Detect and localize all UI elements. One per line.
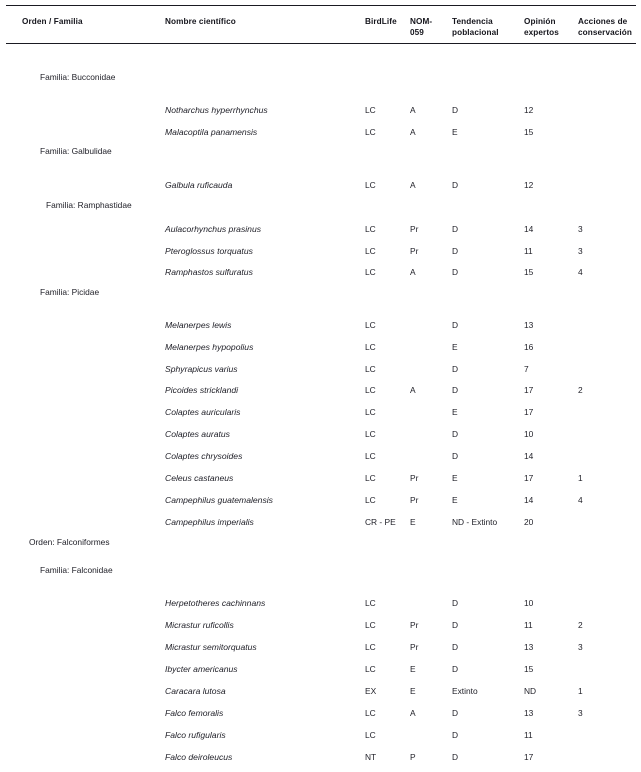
cell-opinion: 13 (524, 642, 534, 652)
cell-tendencia: D (452, 105, 459, 115)
cell-nom059: A (410, 708, 416, 718)
cell-birdlife: LC (365, 451, 376, 461)
cell-tendencia: D (452, 730, 459, 740)
cell-opinion: 11 (524, 246, 533, 256)
cell-acciones: 3 (578, 246, 583, 256)
cell-tendencia: Extinto (452, 686, 478, 696)
column-header-line: Tendencia (452, 17, 493, 26)
cell-nom059: A (410, 180, 416, 190)
column-header-line: poblacional (452, 28, 499, 37)
cell-nom059: E (410, 686, 416, 696)
cell-opinion: 12 (524, 180, 534, 190)
column-header-line: expertos (524, 28, 559, 37)
species-scientific-name: Micrastur semitorquatus (165, 642, 257, 652)
species-scientific-name: Aulacorhynchus prasinus (165, 224, 262, 234)
cell-nom059: E (410, 664, 416, 674)
cell-nom059: A (410, 105, 416, 115)
species-scientific-name: Herpetotheres cachinnans (165, 598, 266, 608)
column-header-line: Opinión (524, 17, 556, 26)
species-scientific-name: Picoides stricklandi (165, 385, 239, 395)
cell-acciones: 1 (578, 686, 583, 696)
cell-birdlife: LC (365, 473, 376, 483)
cell-acciones: 2 (578, 620, 583, 630)
column-header-line: Nombre científico (165, 17, 236, 26)
column-header-line: BirdLife (365, 17, 397, 26)
species-scientific-name: Micrastur ruficollis (165, 620, 234, 630)
column-header-line: Acciones de (578, 17, 628, 26)
species-scientific-name: Melanerpes lewis (165, 320, 232, 330)
column-header-line: conservación (578, 28, 632, 37)
species-scientific-name: Falco rufigularis (165, 730, 226, 740)
cell-tendencia: E (452, 127, 458, 137)
column-header-taxon (22, 16, 83, 27)
cell-acciones: 3 (578, 708, 583, 718)
cell-opinion: 10 (524, 598, 534, 608)
column-header-scientific (165, 16, 236, 27)
cell-tendencia: D (452, 642, 459, 652)
cell-tendencia: D (452, 752, 459, 762)
cell-nom059: Pr (410, 495, 419, 505)
cell-birdlife: LC (365, 708, 376, 718)
cell-birdlife: LC (365, 127, 376, 137)
cell-birdlife: LC (365, 620, 376, 630)
cell-tendencia: D (452, 267, 459, 277)
cell-opinion: 20 (524, 517, 534, 527)
table-rule-top (6, 5, 636, 6)
cell-opinion: 15 (524, 127, 534, 137)
species-scientific-name: Falco deiroleucus (165, 752, 233, 762)
cell-birdlife: LC (365, 429, 376, 439)
cell-opinion: 17 (524, 473, 534, 483)
cell-tendencia: D (452, 664, 459, 674)
cell-birdlife: EX (365, 686, 377, 696)
cell-acciones: 3 (578, 224, 583, 234)
cell-opinion: 10 (524, 429, 534, 439)
cell-tendencia: D (452, 708, 459, 718)
cell-tendencia: D (452, 598, 459, 608)
cell-opinion: 17 (524, 385, 534, 395)
taxon-group-label: Familia: Picidae (40, 287, 100, 297)
taxon-group-label: Orden: Falconiformes (29, 537, 110, 547)
cell-tendencia: E (452, 342, 458, 352)
cell-birdlife: LC (365, 224, 376, 234)
cell-nom059: A (410, 385, 416, 395)
cell-tendencia: D (452, 364, 459, 374)
table-rule-header (6, 43, 636, 44)
species-scientific-name: Campephilus guatemalensis (165, 495, 273, 505)
cell-nom059: Pr (410, 642, 419, 652)
cell-nom059: A (410, 267, 416, 277)
cell-opinion: 14 (524, 224, 534, 234)
cell-opinion: 15 (524, 267, 534, 277)
cell-opinion: 17 (524, 407, 534, 417)
cell-birdlife: LC (365, 105, 376, 115)
cell-acciones: 2 (578, 385, 583, 395)
column-header-tendencia (452, 16, 499, 38)
cell-nom059: P (410, 752, 416, 762)
cell-opinion: 13 (524, 708, 534, 718)
column-header-line: 059 (410, 28, 424, 37)
species-scientific-name: Colaptes auratus (165, 429, 230, 439)
cell-acciones: 3 (578, 642, 583, 652)
cell-tendencia: E (452, 495, 458, 505)
species-scientific-name: Colaptes chrysoides (165, 451, 243, 461)
species-scientific-name: Celeus castaneus (165, 473, 234, 483)
taxon-group-label: Familia: Falconidae (40, 565, 113, 575)
cell-tendencia: D (452, 320, 459, 330)
cell-birdlife: LC (365, 730, 376, 740)
cell-birdlife: CR - PE (365, 517, 396, 527)
cell-birdlife: NT (365, 752, 377, 762)
species-scientific-name: Colaptes auricularis (165, 407, 241, 417)
cell-nom059: A (410, 127, 416, 137)
species-scientific-name: Pteroglossus torquatus (165, 246, 253, 256)
cell-nom059: Pr (410, 473, 419, 483)
species-scientific-name: Melanerpes hypopolius (165, 342, 254, 352)
column-header-opinion (524, 16, 559, 38)
cell-opinion: 7 (524, 364, 529, 374)
cell-acciones: 4 (578, 495, 583, 505)
species-scientific-name: Sphyrapicus varius (165, 364, 238, 374)
cell-tendencia: D (452, 180, 459, 190)
cell-birdlife: LC (365, 642, 376, 652)
cell-tendencia: E (452, 473, 458, 483)
taxon-group-label: Familia: Bucconidae (40, 72, 116, 82)
cell-birdlife: LC (365, 364, 376, 374)
cell-opinion: 12 (524, 105, 534, 115)
cell-birdlife: LC (365, 407, 376, 417)
taxon-group-label: Familia: Galbulidae (40, 146, 112, 156)
cell-nom059: Pr (410, 620, 419, 630)
cell-opinion: 11 (524, 730, 533, 740)
cell-opinion: 14 (524, 495, 534, 505)
cell-opinion: 13 (524, 320, 534, 330)
cell-acciones: 1 (578, 473, 583, 483)
cell-birdlife: LC (365, 385, 376, 395)
column-header-line: Orden / Familia (22, 17, 83, 26)
species-scientific-name: Notharchus hyperrhynchus (165, 105, 268, 115)
taxon-group-label: Familia: Ramphastidae (46, 200, 132, 210)
cell-birdlife: LC (365, 664, 376, 674)
species-scientific-name: Falco femoralis (165, 708, 224, 718)
cell-tendencia: D (452, 224, 459, 234)
cell-birdlife: LC (365, 598, 376, 608)
species-scientific-name: Ramphastos sulfuratus (165, 267, 253, 277)
column-header-birdlife (365, 16, 397, 27)
cell-nom059: Pr (410, 224, 419, 234)
cell-opinion: 11 (524, 620, 533, 630)
cell-opinion: 14 (524, 451, 534, 461)
species-scientific-name: Ibycter americanus (165, 664, 238, 674)
cell-tendencia: E (452, 407, 458, 417)
cell-tendencia: D (452, 451, 459, 461)
species-scientific-name: Caracara lutosa (165, 686, 226, 696)
cell-birdlife: LC (365, 342, 376, 352)
cell-acciones: 4 (578, 267, 583, 277)
species-scientific-name: Malacoptila panamensis (165, 127, 258, 137)
column-header-acciones (578, 16, 632, 38)
cell-birdlife: LC (365, 246, 376, 256)
column-header-nom059 (410, 16, 432, 38)
cell-tendencia: D (452, 429, 459, 439)
cell-opinion: 16 (524, 342, 534, 352)
species-scientific-name: Galbula ruficauda (165, 180, 233, 190)
cell-opinion: ND (524, 686, 537, 696)
cell-opinion: 15 (524, 664, 534, 674)
cell-tendencia: D (452, 246, 459, 256)
column-header-line: NOM- (410, 17, 433, 26)
cell-tendencia: ND - Extinto (452, 517, 498, 527)
cell-birdlife: LC (365, 495, 376, 505)
cell-birdlife: LC (365, 180, 376, 190)
cell-nom059: Pr (410, 246, 419, 256)
cell-opinion: 17 (524, 752, 534, 762)
cell-birdlife: LC (365, 267, 376, 277)
cell-tendencia: D (452, 385, 459, 395)
cell-nom059: E (410, 517, 416, 527)
species-scientific-name: Campephilus imperialis (165, 517, 254, 527)
cell-birdlife: LC (365, 320, 376, 330)
cell-tendencia: D (452, 620, 459, 630)
